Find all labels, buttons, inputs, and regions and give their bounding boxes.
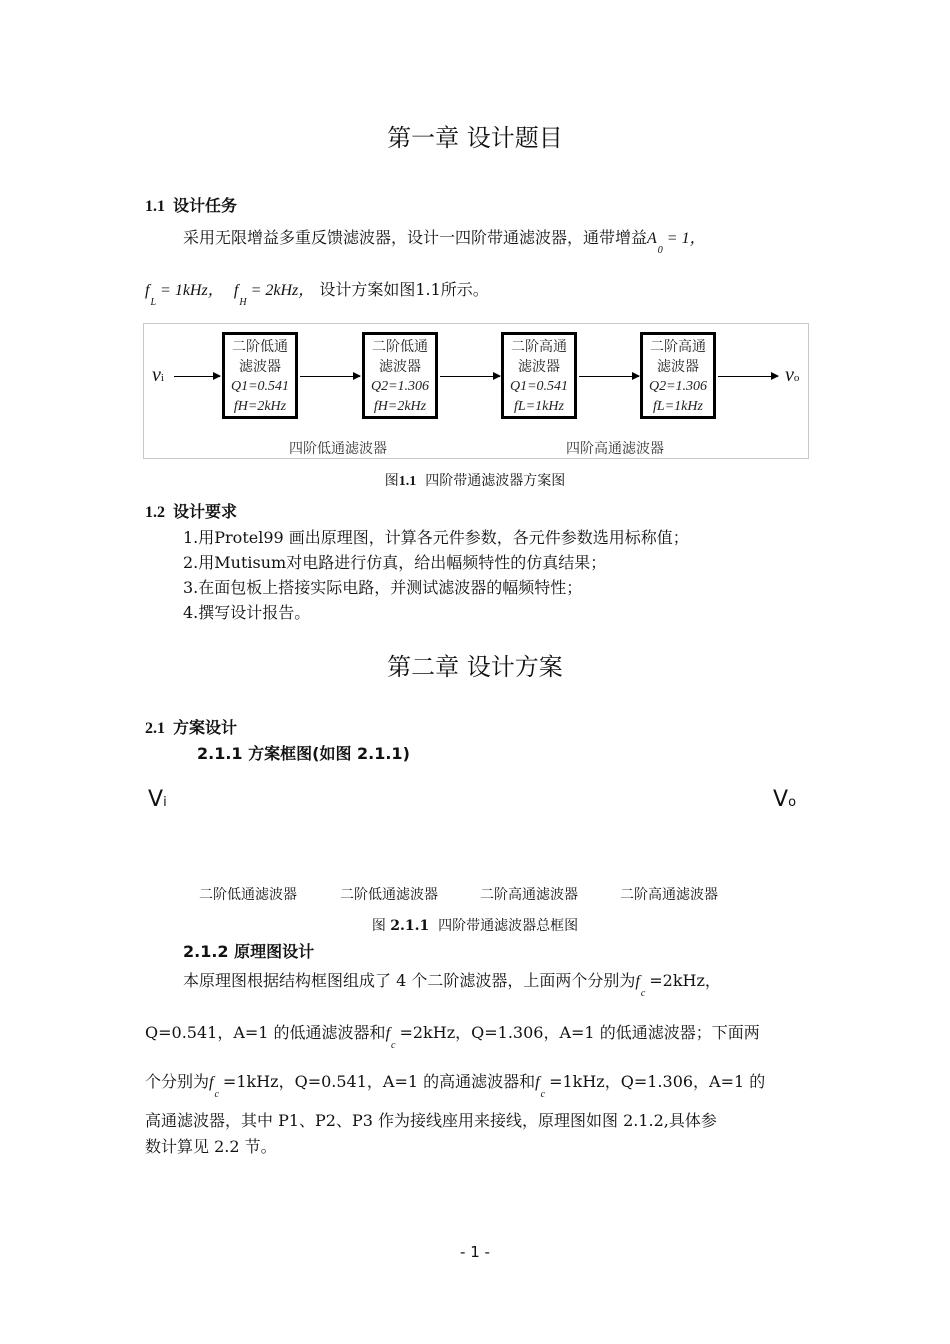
block-label: 二阶低通滤波器 bbox=[199, 887, 297, 903]
section-title: 设计任务 bbox=[173, 196, 238, 215]
principle-line-3: 个分别为$f_c=1kHz$，Q=0.541，A=1 的高通滤波器和$f_c=1kHz$，Q=1.306，A=1 的 bbox=[145, 1072, 766, 1100]
block-freq-value: fH=2kHz bbox=[373, 399, 427, 414]
fh-value: = 2kHz， bbox=[250, 282, 315, 299]
principle-line-4: 高通滤波器，其中 P1、P2、P3 作为接线座用来接线，原理图如图 2.1.2,具体参 bbox=[145, 1111, 717, 1130]
arrow-1-2 bbox=[300, 376, 360, 377]
filter-block-4 bbox=[640, 332, 716, 419]
subsection-heading-2-1-1: 2.1.1 方案框图(如图 2.1.1) bbox=[197, 744, 410, 763]
group-label-highpass: 四阶高通滤波器 bbox=[566, 441, 664, 457]
fl-subscript: L bbox=[150, 297, 157, 308]
group-label-lowpass: 四阶低通滤波器 bbox=[289, 441, 387, 457]
task-paragraph-line2 bbox=[145, 280, 805, 308]
gain-subscript: 0 bbox=[657, 245, 663, 256]
block-q-value: Q1=0.541 bbox=[230, 379, 290, 394]
chapter-title: 第二章 设计方案 bbox=[387, 653, 563, 681]
figure-1-1-block-diagram bbox=[143, 323, 809, 459]
task-paragraph-line1 bbox=[183, 228, 843, 256]
block-label: 二阶高通滤波器 bbox=[620, 887, 718, 903]
block-label: 二阶高通滤波器 bbox=[480, 887, 578, 903]
block-label: 滤波器 bbox=[379, 359, 421, 375]
section-number: 1.1 bbox=[145, 198, 165, 215]
gain-value: = 1， bbox=[666, 230, 706, 247]
block-freq-value: fH=2kHz bbox=[233, 399, 287, 414]
page-number: - 1 - bbox=[460, 1243, 490, 1261]
block-label: 二阶低通滤波器 bbox=[340, 887, 438, 903]
arrow-output bbox=[718, 376, 778, 377]
fh-subscript: H bbox=[239, 297, 247, 308]
task-text: 采用无限增益多重反馈滤波器，设计一四阶带通滤波器，通带增益 bbox=[183, 228, 648, 247]
subsection-heading-2-1-2: 2.1.2 原理图设计 bbox=[183, 942, 315, 961]
block-q-value: Q2=1.306 bbox=[370, 379, 430, 394]
block-q-value: Q1=0.541 bbox=[509, 379, 569, 394]
section-heading-1-1 bbox=[145, 193, 237, 216]
filter-block-1 bbox=[222, 332, 298, 419]
filter-block-3 bbox=[501, 332, 577, 419]
principle-line-1: 本原理图根据结构框图组成了 4 个二阶滤波器，上面两个分别为$f_c=2kHz$， bbox=[183, 971, 721, 999]
section-heading-2-1 bbox=[145, 715, 237, 738]
output-signal-label: Vo bbox=[773, 787, 797, 812]
arrow-3-4 bbox=[579, 376, 639, 377]
block-label: 二阶高通 bbox=[650, 339, 706, 355]
task-tail-text: 设计方案如图1.1所示。 bbox=[319, 280, 489, 299]
gain-symbol: A bbox=[647, 230, 657, 247]
block-label: 二阶高通 bbox=[511, 339, 567, 355]
block-freq-value: fL=1kHz bbox=[514, 399, 564, 414]
arrow-input bbox=[174, 376, 220, 377]
section-number: 1.2 bbox=[145, 504, 165, 521]
fl-value: = 1kHz， bbox=[160, 282, 224, 299]
block-label: 滤波器 bbox=[657, 359, 699, 375]
block-label: 滤波器 bbox=[518, 359, 560, 375]
fh-symbol: f bbox=[233, 282, 239, 299]
requirement-item: 1.用Protel99 画出原理图，计算各元件参数，各元件参数选用标称值； bbox=[183, 528, 689, 547]
section-heading-1-2 bbox=[145, 499, 237, 522]
section-number: 2.1 bbox=[145, 720, 165, 737]
block-freq-value: fL=1kHz bbox=[653, 399, 703, 414]
principle-line-2: Q=0.541，A=1 的低通滤波器和$f_c=2kHz$，Q=1.306，A=1 的低通滤波器；下面两 bbox=[145, 1023, 760, 1051]
figure-1-1-caption: 图1.1 四阶带通滤波器方案图 bbox=[384, 473, 566, 489]
arrow-2-3 bbox=[440, 376, 500, 377]
input-signal-label: Vi bbox=[148, 787, 167, 812]
block-label: 滤波器 bbox=[239, 359, 281, 375]
section-title: 方案设计 bbox=[173, 718, 238, 737]
requirement-item: 3.在面包板上搭接实际电路，并测试滤波器的幅频特性； bbox=[183, 578, 583, 597]
input-signal-label: vi bbox=[152, 364, 164, 386]
principle-line-5: 数计算见 2.2 节。 bbox=[145, 1137, 277, 1156]
filter-block-2 bbox=[362, 332, 438, 419]
section-title: 设计要求 bbox=[173, 502, 238, 521]
output-signal-label: vo bbox=[785, 364, 800, 386]
chapter-title: 第一章 设计题目 bbox=[387, 124, 563, 152]
requirement-item: 4.撰写设计报告。 bbox=[183, 603, 311, 622]
fl-symbol: f bbox=[145, 282, 150, 299]
block-label: 二阶低通 bbox=[372, 339, 428, 355]
block-label: 二阶低通 bbox=[232, 339, 288, 355]
block-q-value: Q2=1.306 bbox=[648, 379, 708, 394]
requirement-item: 2.用Mutisum对电路进行仿真，给出幅频特性的仿真结果； bbox=[183, 553, 607, 572]
figure-2-1-1-caption: 图 2.1.1 四阶带通滤波器总框图 bbox=[371, 918, 579, 934]
